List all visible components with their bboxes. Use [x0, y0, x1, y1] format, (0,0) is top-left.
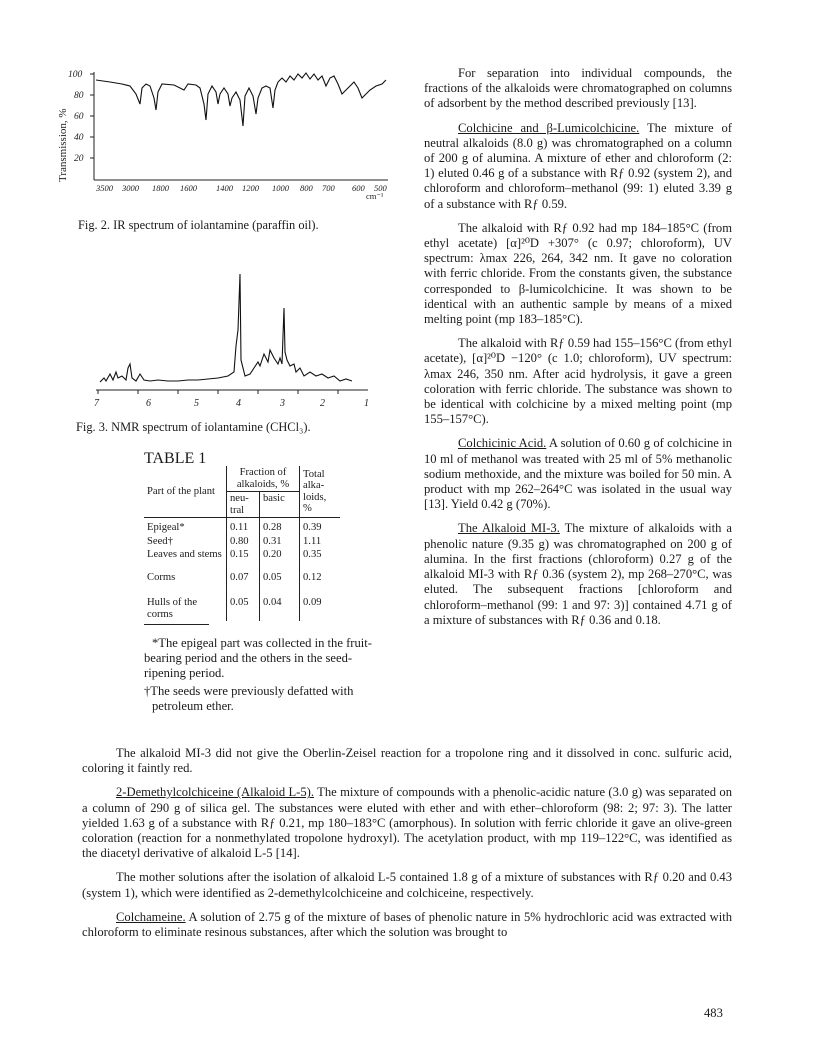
- table1-cell-part: Hulls of the corms: [147, 597, 198, 620]
- ir-xtick: 1800: [152, 183, 169, 193]
- ir-ytick-20: 20: [74, 154, 84, 164]
- nmr-xtick: 1: [364, 398, 369, 409]
- right-paragraph-1: For separation into individual compounds, the fractions of the alkaloids were chromatographed on columns of adsorbent by the method described previously [13].: [424, 66, 732, 111]
- table1-header-total: Total alka-loids, %: [300, 466, 341, 518]
- heading-alkaloid-mi3: The Alkaloid MI-3.: [458, 521, 560, 536]
- table-row: [144, 518, 340, 535]
- table1-cell-neutral: 0.15: [227, 548, 260, 562]
- footnote-epigeal: *The epigeal part was collected in the fruit-bearing period and the others in the seed-ripening period.: [144, 636, 372, 681]
- table1-header-neutral: neu-tral: [227, 492, 260, 518]
- right-paragraph-2: [424, 121, 732, 212]
- bottom-text: [82, 746, 732, 949]
- ir-xtick: 600: [352, 183, 365, 193]
- table1-cell-total: 1.11: [300, 535, 341, 549]
- table-row: [144, 591, 340, 621]
- right-paragraph-4: The alkaloid with Rƒ 0.59 had 155–156°C (from ethyl acetate), [α]²⁰D −120° (c 1.0; chloroform), UV spectrum: λmax 246, 350 nm. After acid hydrolysis, it gave a green coloration with ferric chloride. The substance was shown to be identical with colchicine by a mixed melting point (mp 155–157°C).: [424, 336, 733, 427]
- ir-xtick: 3500: [96, 183, 113, 193]
- footnote-rule: [144, 624, 209, 625]
- table1-cell-neutral: 0.80: [227, 535, 260, 549]
- table1-footnotes: [144, 636, 379, 714]
- ir-spectrum-trace: [96, 73, 386, 126]
- ir-ylabel: Transmission, %: [57, 108, 69, 182]
- heading-colchicinic-acid: Colchicinic Acid.: [458, 436, 547, 451]
- heading-colchameine: Colchameine.: [116, 909, 186, 924]
- heading-colchicine-lumicolchicine: Colchicine and β-Lumicolchicine.: [458, 120, 640, 135]
- ir-xtick: 1400: [216, 183, 233, 193]
- bottom-paragraph-2-body: The mixture of compounds with a phenolic-acidic nature (3.0 g) was separated on a column of 290 g of silica gel. The substances were eluted with ether and with ether–chloroform (98: 2; 97: 3). The latter yielded 1.63 g of a substance with Rƒ 0.21, mp 180–183°C (amorphous). In solution with ferric chloride it gave an olive-green coloration (reaction for a nonmethylated tropolone hydroxyl). The acetylation product, with mp 119–122°C, was identified as the diacetyl derivative of alkaloid L-5 [14].: [82, 785, 733, 861]
- bottom-paragraph-2: [82, 785, 732, 861]
- table1-cell-part: Seed†: [147, 535, 173, 547]
- nmr-spectrum-trace: [100, 274, 352, 382]
- table1-cell-neutral: 0.07: [227, 562, 260, 592]
- table1-cell-part: Epigeal*: [147, 522, 185, 533]
- fig2-caption: Fig. 2. IR spectrum of iolantamine (paraffin oil).: [78, 218, 319, 232]
- table1-header-part: Part of the plant: [144, 466, 227, 518]
- ir-ytick-40: 40: [74, 133, 84, 143]
- table1-cell-total: 0.39: [300, 518, 341, 535]
- bottom-paragraph-3: The mother solutions after the isolation of alkaloid L-5 contained 1.8 g of a mixture of substances with Rƒ 0.20 and 0.43 (system 1), which were identified as 2-demethylcolchiceine and colchiceine, respectively.: [82, 870, 732, 900]
- table-row: [144, 535, 340, 549]
- right-paragraph-6: [424, 521, 732, 627]
- ir-xtick: 700: [322, 183, 335, 193]
- table1-cell-basic: 0.04: [260, 591, 300, 621]
- right-paragraph-5: [424, 436, 732, 512]
- table1-cell-total: 0.12: [300, 562, 341, 592]
- ir-ytick-80: 80: [74, 91, 84, 101]
- ir-spectrum-plot: [50, 64, 400, 199]
- nmr-xtick: 3: [280, 398, 285, 409]
- table1-header-fraction: Fraction of alkaloids, %: [227, 466, 300, 492]
- table1-title: TABLE 1: [144, 450, 207, 467]
- page-number: 483: [704, 1006, 723, 1020]
- right-paragraph-3: The alkaloid with Rƒ 0.92 had mp 184–185°C (from ethyl acetate) [α]²⁰D +307° (c 0.97; chloroform), UV spectrum: λmax 226, 264, 342 nm. It gave no coloration with ferric chloride. From the constants given, the substance corresponded to β-lumicolchicine. It was shown to be identical with an authentic sample by means of a mixed melting point (mp 183–185°C).: [424, 220, 732, 327]
- nmr-xtick: 4: [236, 398, 241, 409]
- table-row: [144, 562, 340, 592]
- figure-nmr-spectrum: [76, 268, 408, 448]
- right-column: [424, 66, 732, 637]
- table1-cell-neutral: 0.11: [227, 518, 260, 535]
- footnote-seeds: †The seeds were previously defatted with petroleum ether.: [144, 683, 354, 713]
- nmr-xtick: 5: [194, 398, 199, 409]
- table1-cell-total: 0.09: [300, 591, 341, 621]
- table1-cell-neutral: 0.05: [227, 591, 260, 621]
- fig3-caption: Fig. 3. NMR spectrum of iolantamine (CHCl₃).: [76, 420, 311, 434]
- table1-cell-total: 0.35: [300, 548, 341, 562]
- nmr-xtick: 7: [94, 398, 99, 409]
- bottom-paragraph-1: The alkaloid MI-3 did not give the Oberlin-Zeisel reaction for a tropolone ring and it dissolved in conc. sulfuric acid, coloring it faintly red.: [82, 746, 732, 776]
- ir-xtick: 3000: [122, 183, 139, 193]
- ir-xtick: 1000: [272, 183, 289, 193]
- table1-cell-basic: 0.28: [260, 518, 300, 535]
- nmr-xtick: 2: [320, 398, 325, 409]
- table1-cell-basic: 0.05: [260, 562, 300, 592]
- heading-demethylcolchiceine: 2-Demethylcolchiceine (Alkaloid L-5).: [116, 785, 315, 800]
- table1-cell-part: Leaves and stems: [147, 549, 222, 560]
- ir-xtick: 800: [300, 183, 313, 193]
- figure-ir-spectrum: [50, 64, 400, 254]
- bottom-paragraph-4: [82, 910, 732, 940]
- right-paragraph-6-body: The mixture of alkaloids with a phenolic nature (9.35 g) was chromatographed on 200 g of alumina. In the first fractions (chloroform) 0.27 g of the alkaloid MI-3 with Rƒ 0.36 (system 2), mp 268–270°C, was eluted. The subsequent fractions [chloroform and chloroform–methanol (99: 1 and 97: 3)] contained 4.71 g of a mixture of substances with Rƒ 0.36 and 0.18.: [424, 521, 732, 627]
- table1-cell-basic: 0.20: [260, 548, 300, 562]
- table1-grid: [144, 466, 340, 621]
- ir-ytick-100: 100: [68, 70, 83, 80]
- ir-xtick: 1200: [242, 183, 259, 193]
- table1: [144, 466, 340, 621]
- ir-xtick: 500: [374, 183, 387, 193]
- right-paragraph-5-body: A solution of 0.60 g of colchicine in 10 ml of methanol was treated with 25 ml of 5% methanolic sodium methoxide, and the mixture was boiled for 50 min. A product with mp 262–264°C was isolated in the usual way [13]. Yield 0.42 g (70%).: [424, 436, 732, 512]
- table-row: [144, 548, 340, 562]
- nmr-spectrum-plot: [88, 268, 388, 413]
- ir-xtick: 1600: [180, 183, 197, 193]
- ir-xunit: cm⁻¹: [366, 191, 384, 199]
- table1-cell-basic: 0.31: [260, 535, 300, 549]
- table1-header-basic: basic: [260, 492, 300, 518]
- table1-cell-part: Corms: [147, 571, 176, 583]
- right-paragraph-2-body: The mixture of neutral alkaloids (8.0 g) was chromatographed on a column of 200 g of alumina. A mixture of ether and chloroform (2: 1) eluted 0.46 g of a substance with Rƒ 0.92 (system 2), and chloroform and chloroform–methanol (99: 1) eluted 3.39 g of a substance with Rƒ 0.59.: [424, 120, 732, 211]
- ir-ytick-60: 60: [74, 112, 84, 122]
- nmr-xtick: 6: [146, 398, 151, 409]
- bottom-paragraph-4-body: A solution of 2.75 g of the mixture of bases of phenolic nature in 5% hydrochloric acid was extracted with chloroform to eliminate resinous substances, after which the solution was brought to: [82, 909, 732, 940]
